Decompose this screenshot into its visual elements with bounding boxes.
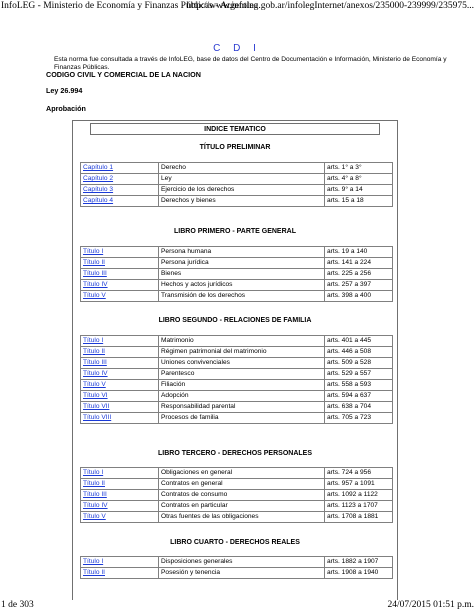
title-link[interactable]: Título II xyxy=(83,259,105,266)
table-row xyxy=(81,479,393,490)
row-description: Contratos de consumo xyxy=(159,490,325,501)
title-link[interactable]: Título VI xyxy=(83,392,108,399)
row-description: Hechos y actos jurídicos xyxy=(159,280,325,291)
row-description: Ley xyxy=(159,174,325,185)
row-articles: arts. 1882 a 1907 xyxy=(325,557,393,568)
row-description: Persona jurídica xyxy=(159,258,325,269)
table-row xyxy=(81,247,393,258)
row-articles: arts. 509 a 528 xyxy=(325,358,393,369)
chapter-link[interactable]: Capítulo 1 xyxy=(83,164,114,171)
table-row xyxy=(81,163,393,174)
table-row xyxy=(81,413,393,424)
row-articles: arts. 1708 a 1881 xyxy=(325,512,393,523)
row-articles: arts. 141 a 224 xyxy=(325,258,393,269)
table-row xyxy=(81,391,393,402)
title-link[interactable]: Título IV xyxy=(83,370,108,377)
row-articles: arts. 225 a 256 xyxy=(325,269,393,280)
title-link[interactable]: Título III xyxy=(83,491,107,498)
row-articles: arts. 19 a 140 xyxy=(325,247,393,258)
table-row xyxy=(81,258,393,269)
row-articles: arts. 558 a 593 xyxy=(325,380,393,391)
section-title-libro-primero: LIBRO PRIMERO - PARTE GENERAL xyxy=(174,228,296,235)
table-row xyxy=(81,501,393,512)
title-link[interactable]: Título II xyxy=(83,348,105,355)
table-row xyxy=(81,557,393,568)
law-number: Ley 26.994 xyxy=(46,86,83,95)
row-articles: arts. 15 a 18 xyxy=(325,196,393,207)
row-description: Filiación xyxy=(159,380,325,391)
section-table-libro-cuarto xyxy=(80,556,393,579)
row-articles: arts. 594 a 637 xyxy=(325,391,393,402)
table-row xyxy=(81,269,393,280)
header-url: http://www.infoleg.gob.ar/infolegInternet/anexos/235000-239999/235975... xyxy=(186,1,474,11)
row-description: Bienes xyxy=(159,269,325,280)
row-articles: arts. 9° a 14 xyxy=(325,185,393,196)
title-link[interactable]: Título I xyxy=(83,469,104,476)
index-heading: INDICE TEMATICO xyxy=(90,123,380,135)
section-title-preliminar: TÍTULO PRELIMINAR xyxy=(199,144,271,151)
title-link[interactable]: Título V xyxy=(83,292,106,299)
title-link[interactable]: Título II xyxy=(83,480,105,487)
row-articles: arts. 1123 a 1707 xyxy=(325,501,393,512)
row-articles: arts. 1° a 3° xyxy=(325,163,393,174)
section-title-libro-cuarto: LIBRO CUARTO - DERECHOS REALES xyxy=(170,539,300,546)
row-description: Parentesco xyxy=(159,369,325,380)
table-row xyxy=(81,196,393,207)
row-articles: arts. 638 a 704 xyxy=(325,402,393,413)
row-articles: arts. 446 a 508 xyxy=(325,347,393,358)
title-link[interactable]: Título VII xyxy=(83,403,110,410)
row-description: Adopción xyxy=(159,391,325,402)
table-row xyxy=(81,402,393,413)
title-link[interactable]: Título III xyxy=(83,270,107,277)
section-title-libro-segundo: LIBRO SEGUNDO - RELACIONES DE FAMILIA xyxy=(158,317,312,324)
table-row xyxy=(81,490,393,501)
chapter-link[interactable]: Capítulo 4 xyxy=(83,197,114,204)
row-articles: arts. 705 a 723 xyxy=(325,413,393,424)
row-description: Responsabilidad parental xyxy=(159,402,325,413)
section-table-libro-primero xyxy=(80,246,393,302)
row-description: Régimen patrimonial del matrimonio xyxy=(159,347,325,358)
row-description: Transmisión de los derechos xyxy=(159,291,325,302)
row-articles: arts. 1908 a 1940 xyxy=(325,568,393,579)
table-row xyxy=(81,280,393,291)
row-description: Procesos de familia xyxy=(159,413,325,424)
table-row xyxy=(81,336,393,347)
table-row xyxy=(81,174,393,185)
print-footer xyxy=(0,599,474,611)
row-description: Derechos y bienes xyxy=(159,196,325,207)
document-title: CODIGO CIVIL Y COMERCIAL DE LA NACION xyxy=(46,70,201,79)
print-timestamp: 24/07/2015 01:51 p.m. xyxy=(387,600,474,610)
section-title-libro-tercero: LIBRO TERCERO - DERECHOS PERSONALES xyxy=(157,450,312,457)
chapter-link[interactable]: Capítulo 3 xyxy=(83,186,114,193)
row-description: Contratos en general xyxy=(159,479,325,490)
table-row xyxy=(81,568,393,579)
title-link[interactable]: Título VIII xyxy=(83,414,112,421)
approval-heading: Aprobación xyxy=(46,104,86,113)
title-link[interactable]: Título III xyxy=(83,359,107,366)
print-header xyxy=(0,0,474,12)
table-row xyxy=(81,347,393,358)
table-row xyxy=(81,468,393,479)
row-description: Obligaciones en general xyxy=(159,468,325,479)
row-articles: arts. 1092 a 1122 xyxy=(325,490,393,501)
cdi-logo-text: C D I xyxy=(213,43,261,54)
title-link[interactable]: Título IV xyxy=(83,281,108,288)
title-link[interactable]: Título I xyxy=(83,248,104,255)
table-row xyxy=(81,512,393,523)
page-counter: 1 de 303 xyxy=(1,600,34,610)
title-link[interactable]: Título IV xyxy=(83,502,108,509)
table-row xyxy=(81,291,393,302)
section-table-libro-tercero xyxy=(80,467,393,523)
row-description: Matrimonio xyxy=(159,336,325,347)
row-articles: arts. 529 a 557 xyxy=(325,369,393,380)
row-description: Derecho xyxy=(159,163,325,174)
row-description: Disposiciones generales xyxy=(159,557,325,568)
title-link[interactable]: Título I xyxy=(83,337,104,344)
row-description: Otras fuentes de las obligaciones xyxy=(159,512,325,523)
table-row xyxy=(81,380,393,391)
row-description: Contratos en particular xyxy=(159,501,325,512)
title-link[interactable]: Título II xyxy=(83,569,105,576)
header-site-title: InfoLEG - Ministerio de Economía y Finanzas Públicas - Argentina xyxy=(1,1,259,11)
section-table-preliminar xyxy=(80,162,393,207)
table-row xyxy=(81,185,393,196)
row-articles: arts. 257 a 397 xyxy=(325,280,393,291)
chapter-link[interactable]: Capítulo 2 xyxy=(83,175,114,182)
consultation-note: Esta norma fue consultada a través de InfoLEG, base de datos del Centro de Documentación e Información, Ministerio de Economía y Finanzas Públicas. xyxy=(54,56,447,72)
title-link[interactable]: Título V xyxy=(83,513,106,520)
row-description: Ejercicio de los derechos xyxy=(159,185,325,196)
table-row xyxy=(81,369,393,380)
row-articles: arts. 401 a 445 xyxy=(325,336,393,347)
title-link[interactable]: Título I xyxy=(83,558,104,565)
row-description: Posesión y tenencia xyxy=(159,568,325,579)
row-articles: arts. 4° a 8° xyxy=(325,174,393,185)
row-articles: arts. 398 a 400 xyxy=(325,291,393,302)
title-link[interactable]: Título V xyxy=(83,381,106,388)
row-articles: arts. 957 a 1091 xyxy=(325,479,393,490)
section-table-libro-segundo xyxy=(80,335,393,424)
row-description: Uniones convivenciales xyxy=(159,358,325,369)
row-description: Persona humana xyxy=(159,247,325,258)
table-row xyxy=(81,358,393,369)
row-articles: arts. 724 a 956 xyxy=(325,468,393,479)
